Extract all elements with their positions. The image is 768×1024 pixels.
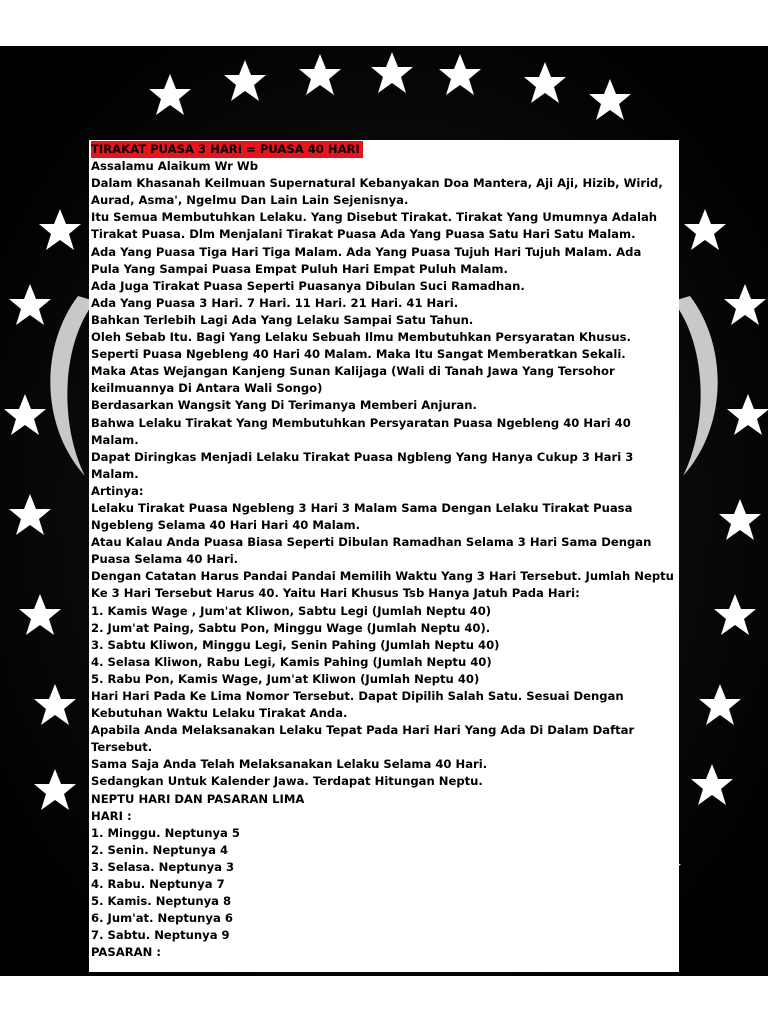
text-line: Artinya:: [91, 483, 144, 498]
text-line: HARI :: [91, 808, 132, 823]
text-line: Ada Yang Puasa Tiga Hari Tiga Malam. Ada Yang Puasa Tujuh Hari Tujuh Malam. Ada: [91, 244, 642, 259]
text-line: PASARAN :: [91, 945, 162, 960]
text-line: 2. Senin. Neptunya 4: [91, 842, 229, 857]
text-line: Sedangkan Untuk Kalender Jawa. Terdapat Hitungan Neptu.: [91, 774, 483, 789]
text-line: Seperti Puasa Ngebleng 40 Hari 40 Malam. Maka Itu Sangat Memberatkan Sekali.: [91, 347, 626, 362]
text-line: 1. Minggu. Neptunya 5: [91, 825, 240, 840]
document-background: [0, 46, 768, 976]
text-line: 4. Rabu. Neptunya 7: [91, 877, 225, 892]
document-text: [91, 141, 679, 962]
document-title: TIRAKAT PUASA 3 HARI = PUASA 40 HARI: [91, 141, 363, 158]
text-line: Dengan Catatan Harus Pandai Pandai Memilih Waktu Yang 3 Hari Tersebut. Jumlah Neptu: [91, 569, 674, 584]
text-line: Bahwa Lelaku Tirakat Yang Membutuhkan Persyaratan Puasa Ngebleng 40 Hari 40: [91, 415, 631, 430]
text-line: Atau Kalau Anda Puasa Biasa Seperti Dibulan Ramadhan Selama 3 Hari Sama Dengan: [91, 535, 652, 550]
text-line: Ke 3 Hari Tersebut Harus 40. Yaitu Hari Khusus Tsb Hanya Jatuh Pada Hari:: [91, 586, 580, 601]
text-line: keilmuannya Di Antara Wali Songo): [91, 381, 323, 396]
text-line: 1. Kamis Wage , Jum'at Kliwon, Sabtu Legi (Jumlah Neptu 40): [91, 603, 492, 618]
text-line: Tirakat Puasa. Dlm Menjalani Tirakat Puasa Ada Yang Puasa Satu Hari Satu Malam.: [91, 227, 636, 242]
text-line: Aurad, Asma', Ngelmu Dan Lain Lain Sejenisnya.: [91, 193, 409, 208]
text-line: 3. Sabtu Kliwon, Minggu Legi, Senin Pahing (Jumlah Neptu 40): [91, 637, 500, 652]
text-line: Puasa Selama 40 Hari.: [91, 552, 239, 567]
text-line: Malam.: [91, 432, 139, 447]
text-line: 5. Kamis. Neptunya 8: [91, 894, 232, 909]
text-line: Kebutuhan Waktu Lelaku Tirakat Anda.: [91, 706, 348, 721]
title-line: [91, 141, 679, 158]
text-line: Ngebleng Selama 40 Hari Hari 40 Malam.: [91, 518, 361, 533]
text-line: Sama Saja Anda Telah Melaksanakan Lelaku Selama 40 Hari.: [91, 757, 488, 772]
text-line: Tersebut.: [91, 740, 153, 755]
text-line: 3. Selasa. Neptunya 3: [91, 859, 235, 874]
text-line: Pula Yang Sampai Puasa Empat Puluh Hari Empat Puluh Malam.: [91, 261, 508, 276]
text-line: Dalam Khasanah Keilmuan Supernatural Kebanyakan Doa Mantera, Aji Aji, Hizib, Wirid,: [91, 176, 663, 191]
text-line: Assalamu Alaikum Wr Wb: [91, 159, 259, 174]
text-line: Ada Yang Puasa 3 Hari. 7 Hari. 11 Hari. 21 Hari. 41 Hari.: [91, 295, 459, 310]
document-page: [89, 140, 679, 972]
text-line: Apabila Anda Melaksanakan Lelaku Tepat Pada Hari Hari Yang Ada Di Dalam Daftar: [91, 723, 635, 738]
text-line: Dapat Diringkas Menjadi Lelaku Tirakat Puasa Ngbleng Yang Hanya Cukup 3 Hari 3: [91, 449, 634, 464]
text-line: 4. Selasa Kliwon, Rabu Legi, Kamis Pahing (Jumlah Neptu 40): [91, 654, 492, 669]
text-line: Ada Juga Tirakat Puasa Seperti Puasanya Dibulan Suci Ramadhan.: [91, 278, 525, 293]
text-line: Oleh Sebab Itu. Bagi Yang Lelaku Sebuah Ilmu Membutuhkan Persyaratan Khusus.: [91, 330, 631, 345]
text-line: Itu Semua Membutuhkan Lelaku. Yang Disebut Tirakat. Tirakat Yang Umumnya Adalah: [91, 210, 658, 225]
text-line: Berdasarkan Wangsit Yang Di Terimanya Memberi Anjuran.: [91, 398, 477, 413]
text-line: 5. Rabu Pon, Kamis Wage, Jum'at Kliwon (Jumlah Neptu 40): [91, 671, 480, 686]
text-line: NEPTU HARI DAN PASARAN LIMA: [91, 791, 305, 806]
text-line: Bahkan Terlebih Lagi Ada Yang Lelaku Sampai Satu Tahun.: [91, 312, 474, 327]
text-line: 7. Sabtu. Neptunya 9: [91, 928, 230, 943]
text-line: Malam.: [91, 466, 139, 481]
text-line: 6. Jum'at. Neptunya 6: [91, 911, 233, 926]
text-line: Maka Atas Wejangan Kanjeng Sunan Kalijaga (Wali di Tanah Jawa Yang Tersohor: [91, 364, 615, 379]
text-line: 2. Jum'at Paing, Sabtu Pon, Minggu Wage (Jumlah Neptu 40).: [91, 620, 491, 635]
text-line: Lelaku Tirakat Puasa Ngebleng 3 Hari 3 Malam Sama Dengan Lelaku Tirakat Puasa: [91, 500, 633, 515]
text-line: Hari Hari Pada Ke Lima Nomor Tersebut. Dapat Dipilih Salah Satu. Sesuai Dengan: [91, 689, 624, 703]
